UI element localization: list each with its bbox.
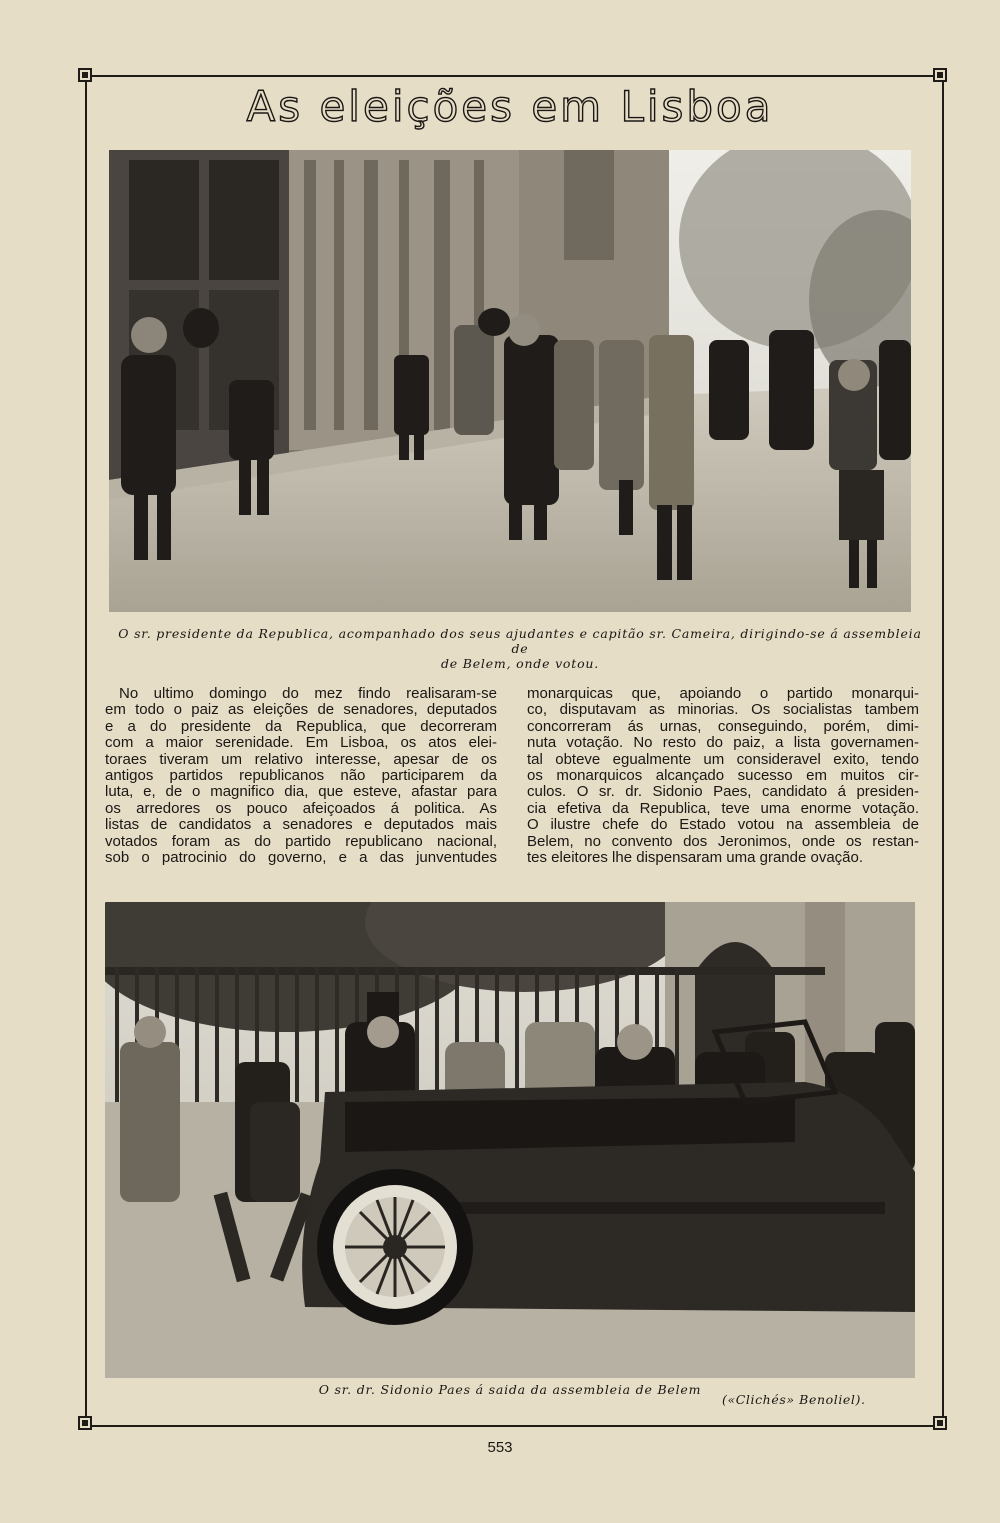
- article-line: Belem, no convento dos Jeronimos, onde os restan-: [527, 833, 919, 850]
- page-title: As eleições em Lisboa: [246, 82, 774, 131]
- article-line: culos. O sr. dr. Sidonio Paes, candidato á presiden-: [527, 784, 919, 801]
- article-line: No ultimo domingo do mez findo realisaram-se: [119, 686, 497, 702]
- article-line: os monarquicos alcançado sucesso em muitos cir-: [527, 768, 919, 785]
- article-line: os arredores os pouco afeiçoados á politica. As: [105, 800, 497, 817]
- article-column-right: [527, 686, 919, 866]
- photo-president-walking: [109, 150, 911, 612]
- article-line: O ilustre chefe do Estado votou na assembleia de: [527, 817, 919, 834]
- photo-top-caption-line2: de Belem, onde votou.: [440, 656, 600, 671]
- photo-car-departure: [105, 902, 915, 1378]
- corner-ornament-bottom-left: [78, 1416, 92, 1430]
- article-line: toraes tiveram um relativo interesse, apesar de os: [105, 751, 497, 768]
- article-line: nuta votação. No resto do paiz, a lista governamen-: [527, 735, 919, 752]
- article-column-left: [105, 686, 497, 866]
- photo-credit: («Clichés» Benoliel).: [722, 1392, 866, 1407]
- article-line: listas de candidatos a senadores e deputados mais: [105, 817, 497, 834]
- article-line: antigos partidos republicanos não participarem da: [105, 768, 497, 785]
- article-line: votados foram as do partido republicano nacional,: [105, 833, 497, 850]
- article-line: em todo o paiz as eleições de senadores, deputados: [105, 702, 497, 719]
- article-line: co, disputavam as minorias. Os socialistas tambem: [527, 702, 919, 719]
- corner-ornament-bottom-right: [933, 1416, 947, 1430]
- corner-ornament-top-right: [933, 68, 947, 82]
- corner-ornament-top-left: [78, 68, 92, 82]
- article-line: cia efetiva da Republica, teve uma enorme votação.: [527, 800, 919, 817]
- article-line: luta, e, de o magnifico dia, que esteve, afastar para: [105, 784, 497, 801]
- article-line: concorreram ás urnas, conseguindo, porém, dimi-: [527, 718, 919, 735]
- article-line: e a do presidente da Republica, que decorreram: [105, 718, 497, 735]
- article-line: monarquicas que, apoiando o partido monarqui-: [527, 686, 919, 702]
- article-line: com a maior serenidade. Em Lisboa, os atos elei-: [105, 735, 497, 752]
- photo-top-caption: [110, 626, 930, 671]
- photo-top-caption-line1: O sr. presidente da Republica, acompanhado dos seus ajudantes e capitão sr. Cameira, dirigindo-se á assembleia de: [118, 626, 922, 656]
- article-line: tal obteve egualmente um consideravel exito, tendo: [527, 751, 919, 768]
- article-line: sob o patrocinio do governo, e a das junventudes: [105, 850, 497, 867]
- page-number: 553: [487, 1439, 513, 1456]
- photo-bottom-caption: O sr. dr. Sidonio Paes á saida da assembleia de Belem: [318, 1382, 702, 1397]
- article-line: tes eleitores lhe dispensaram uma grande ovação.: [527, 850, 864, 867]
